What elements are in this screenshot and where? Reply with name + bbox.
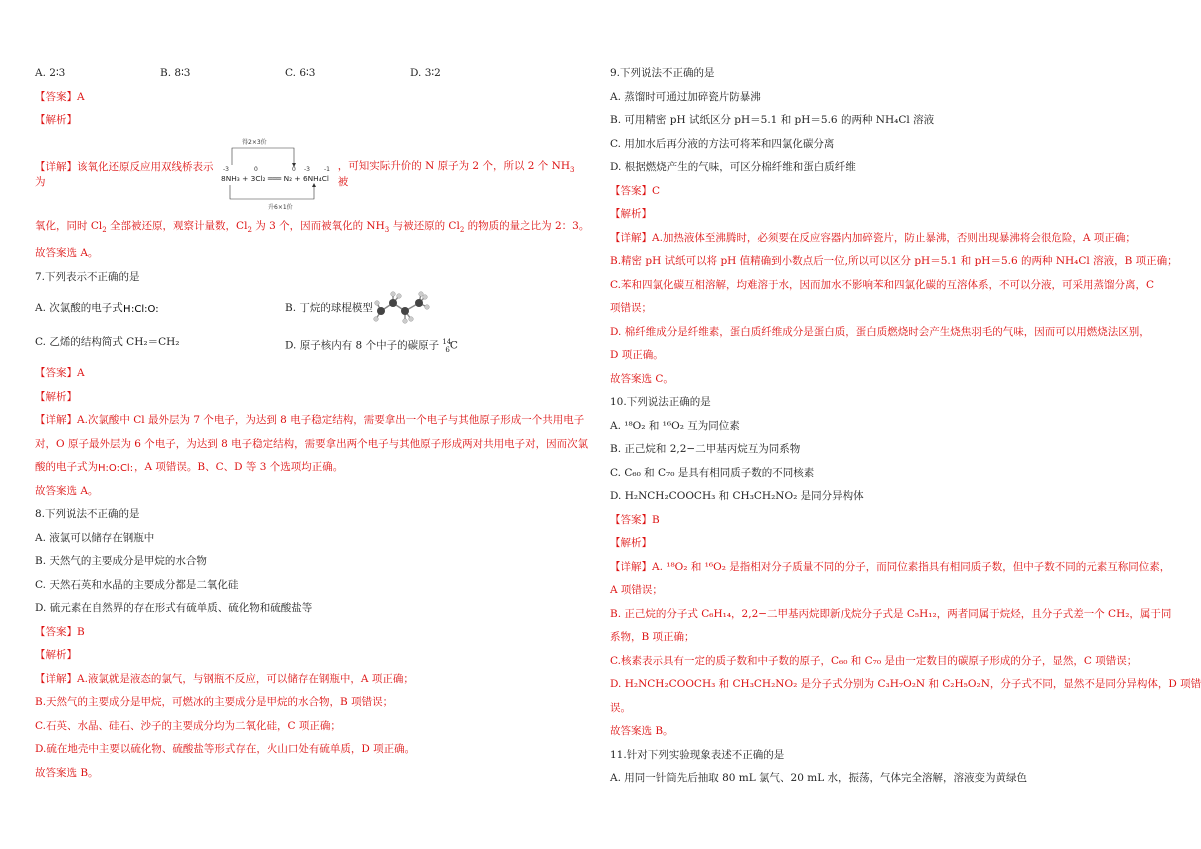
hclo-electron-formula <box>122 300 159 316</box>
q6-conclusion: 故答案选 A。 <box>35 247 99 260</box>
q7-title: 7.下列表示不正确的是 <box>35 270 140 283</box>
q10-detail-4b: 误。 <box>610 701 631 714</box>
q10-detail-4: D. H₂NCH₂COOCH₃ 和 CH₃CH₂NO₂ 是分子式分别为 C₃H₇O₂N 和 C₂H₅O₂N，分子式不同，显然不是同分异构体，D 项错 <box>610 678 1201 690</box>
hclo-correct-electron-formula <box>98 459 134 475</box>
q7-analysis: 【解析】 <box>35 390 77 403</box>
q9-option-b: B. 可用精密 pH 试纸区分 pH＝5.1 和 pH＝5.6 的两种 NH₄Cl 溶液 <box>610 114 935 126</box>
q10-detail-3: C.核素表示具有一定的质子数和中子数的原子，C₆₀ 和 C₇₀ 是由一定数目的碳原子形成的分子，显然，C 项错误； <box>610 654 1138 667</box>
q8-conclusion: 故答案选 B。 <box>35 766 99 779</box>
eq-top-label: 得2×3价 <box>241 138 267 146</box>
q7-options-row1 <box>35 289 580 327</box>
svg-text:H: H <box>122 304 131 316</box>
q8-option-a: A. 液氯可以储存在钢瓶中 <box>35 531 155 544</box>
svg-text:H:O:Cl:: H:O:Cl: <box>98 463 134 475</box>
q8-detail-3: C.石英、水晶、硅石、沙子的主要成分均为二氧化硅，C 项正确； <box>35 719 341 732</box>
q10-answer: 【答案】B <box>610 513 660 526</box>
q9-option-a: A. 蒸馏时可通过加碎瓷片防暴沸 <box>610 90 761 103</box>
q8-detail-4: D.硫在地壳中主要以硫化物、硫酸盐等形式存在，火山口处有硫单质，D 项正确。 <box>35 743 416 756</box>
q10-detail-2: B. 正己烷的分子式 C₆H₁₄，2,2−二甲基丙烷即新戊烷分子式是 C₅H₁₂，两者同属于烷烃，且分子式差一个 CH₂，属于同 <box>610 607 1172 620</box>
q9-detail-2: B.精密 pH 试纸可以将 pH 值精确到小数点后一位,所以可以区分 pH＝5.1 和 pH＝5.6 的两种 NH₄Cl 溶液，B 项正确； <box>610 255 1178 267</box>
eq-val-2: 0 <box>253 165 258 173</box>
eq-text: 8NH₃ + 3Cl₂ ═══ N₂ + 6NH₄Cl <box>220 173 329 183</box>
q9-analysis: 【解析】 <box>610 208 652 220</box>
q7-options-row2 <box>35 331 580 362</box>
q10-option-b: B. 正己烷和 2,2−二甲基丙烷互为同系物 <box>610 443 801 455</box>
q10-option-d: D. H₂NCH₂COOCH₃ 和 CH₃CH₂NO₂ 是同分异构体 <box>610 490 864 502</box>
q7-option-d: D. 原子核内有 8 个中子的碳原子 $^{14}_6$C <box>285 338 458 354</box>
q9-answer: 【答案】C <box>610 184 661 197</box>
q7-option-a: A. 次氯酸的电子式 H :Cl:O: <box>35 302 159 316</box>
q11-option-a: A. 用同一针筒先后抽取 80 mL 氯气、20 mL 水，振荡，气体完全溶解，溶液变为黄绿色 <box>610 772 1028 784</box>
eq-bottom-label: 升6×1价 <box>267 203 293 211</box>
q8-option-d: D. 硫元素在自然界的存在形式有硫单质、硫化物和硫酸盐等 <box>35 602 313 615</box>
q9-title: 9.下列说法不正确的是 <box>610 67 715 79</box>
q7-option-c: C. 乙烯的结构简式 CH₂＝CH₂ <box>35 336 180 349</box>
double-bridge-diagram <box>220 135 336 213</box>
right-column <box>610 62 1201 791</box>
left-column <box>35 62 590 785</box>
q6-analysis: 【解析】 <box>35 114 77 126</box>
eq-val-4: -3 <box>303 165 310 173</box>
q8-answer: 【答案】B <box>35 625 85 638</box>
q8-title: 8.下列说法不正确的是 <box>35 508 140 521</box>
eq-val-1: -3 <box>222 165 229 173</box>
q10-analysis: 【解析】 <box>610 537 652 549</box>
q8-detail-2: B.天然气的主要成分是甲烷，可燃冰的主要成分是甲烷的水合物，B 项错误； <box>35 696 394 709</box>
q8-option-b: B. 天然气的主要成分是甲烷的水合物 <box>35 555 207 568</box>
q6-option-d: D. 3∶2 <box>410 67 441 79</box>
q6-option-a: A. 2∶3 <box>35 67 66 79</box>
q10-conclusion: 故答案选 B。 <box>610 725 674 737</box>
q10-option-c: C. C₆₀ 和 C₇₀ 是具有相同质子数的不同核素 <box>610 466 815 479</box>
q6-option-c: C. 6∶3 <box>285 67 316 79</box>
eq-val-5: -1 <box>323 165 330 173</box>
q6-options <box>35 62 580 86</box>
q7-detail-2: 对，O 原子最外层为 6 个电子，为达到 8 电子稳定结构，需要拿出两个电子与其他原子形成两对共用电子对，因而次氯 <box>35 437 589 450</box>
q9-option-d: D. 根据燃烧产生的气味，可区分棉纤维和蛋白质纤维 <box>610 161 856 173</box>
q10-title: 10.下列说法正确的是 <box>610 396 711 408</box>
q6-detail-b: ，可知实际升价的 N 原子为 2 个，所以 2 个 $NH_3$ 被 <box>337 159 575 189</box>
q7-detail-1: 【详解】A.次氯酸中 Cl 最外层为 7 个电子，为达到 8 电子稳定结构，需要拿出一个电子与其他原子形成一个共用电子 <box>35 414 585 427</box>
q6-option-b: B. 8∶3 <box>160 67 191 79</box>
q8-option-c: C. 天然石英和水晶的主要成分都是二氧化硅 <box>35 578 239 591</box>
q8-detail-1: 【详解】A.液氯就是液态的氯气，与钢瓶不反应，可以储存在钢瓶中，A 项正确； <box>35 672 414 685</box>
q6-detail-a: 【详解】该氧化还原反应用双线桥表示为 <box>35 160 214 188</box>
butane-ball-stick-model-icon <box>373 291 431 325</box>
q10-detail-1b: A 项错误； <box>610 584 663 596</box>
q9-detail-3: C.苯和四氯化碳互相溶解，均难溶于水，因而加水不影响苯和四氯化碳的互溶体系，不可以分液，可采用蒸馏分离，C <box>610 278 1155 291</box>
svg-text::Cl:O:: :Cl:O: <box>130 304 159 316</box>
q9-detail-4b: D 项正确。 <box>610 349 664 361</box>
q9-detail-3b: 项错误； <box>610 302 652 314</box>
q7-option-b: B. 丁烷的球棍模型 <box>285 291 535 325</box>
q6-detail-c: 氧化，同时 $Cl_2$ 全部被还原，观察计量数，$Cl_2$ 为 3 个，因而被氧化的 $NH_3$ 与被还原的 $Cl_2$ 的物质的量之比为 2：3。 <box>35 219 590 234</box>
q9-option-c: C. 用加水后再分液的方法可将苯和四氯化碳分离 <box>610 137 835 150</box>
q6-detail-equation-row <box>35 133 580 215</box>
q10-option-a: A. ¹⁸O₂ 和 ¹⁶O₂ 互为同位素 <box>610 419 740 432</box>
eq-val-3: 0 <box>291 165 296 173</box>
q8-analysis: 【解析】 <box>35 649 77 662</box>
q7-conclusion: 故答案选 A。 <box>35 484 99 497</box>
q10-detail-1: 【详解】A. ¹⁸O₂ 和 ¹⁶O₂ 是指相对分子质量不同的分子，而同位素指具有相同质子数，但中子数不同的元素互称同位素， <box>610 560 1171 573</box>
q7-answer: 【答案】A <box>35 367 85 380</box>
q9-detail-1: 【详解】A.加热液体至沸腾时，必须要在反应容器内加碎瓷片，防止暴沸，否则出现暴沸将会很危险，A 项正确； <box>610 231 1136 244</box>
q7-detail-3: 酸的电子式为 H:O:Cl: ，A 项错误。B、C、D 等 3 个选项均正确。 <box>35 461 344 475</box>
q9-detail-4: D. 棉纤维成分是纤维素，蛋白质纤维成分是蛋白质，蛋白质燃烧时会产生烧焦羽毛的气味，因而可以用燃烧法区别， <box>610 325 1150 338</box>
q9-conclusion: 故答案选 C。 <box>610 372 674 385</box>
q10-detail-2b: 系物，B 项正确； <box>610 631 695 643</box>
q6-answer: 【答案】A <box>35 90 85 103</box>
q11-title: 11.针对下列实验现象表述不正确的是 <box>610 748 785 761</box>
